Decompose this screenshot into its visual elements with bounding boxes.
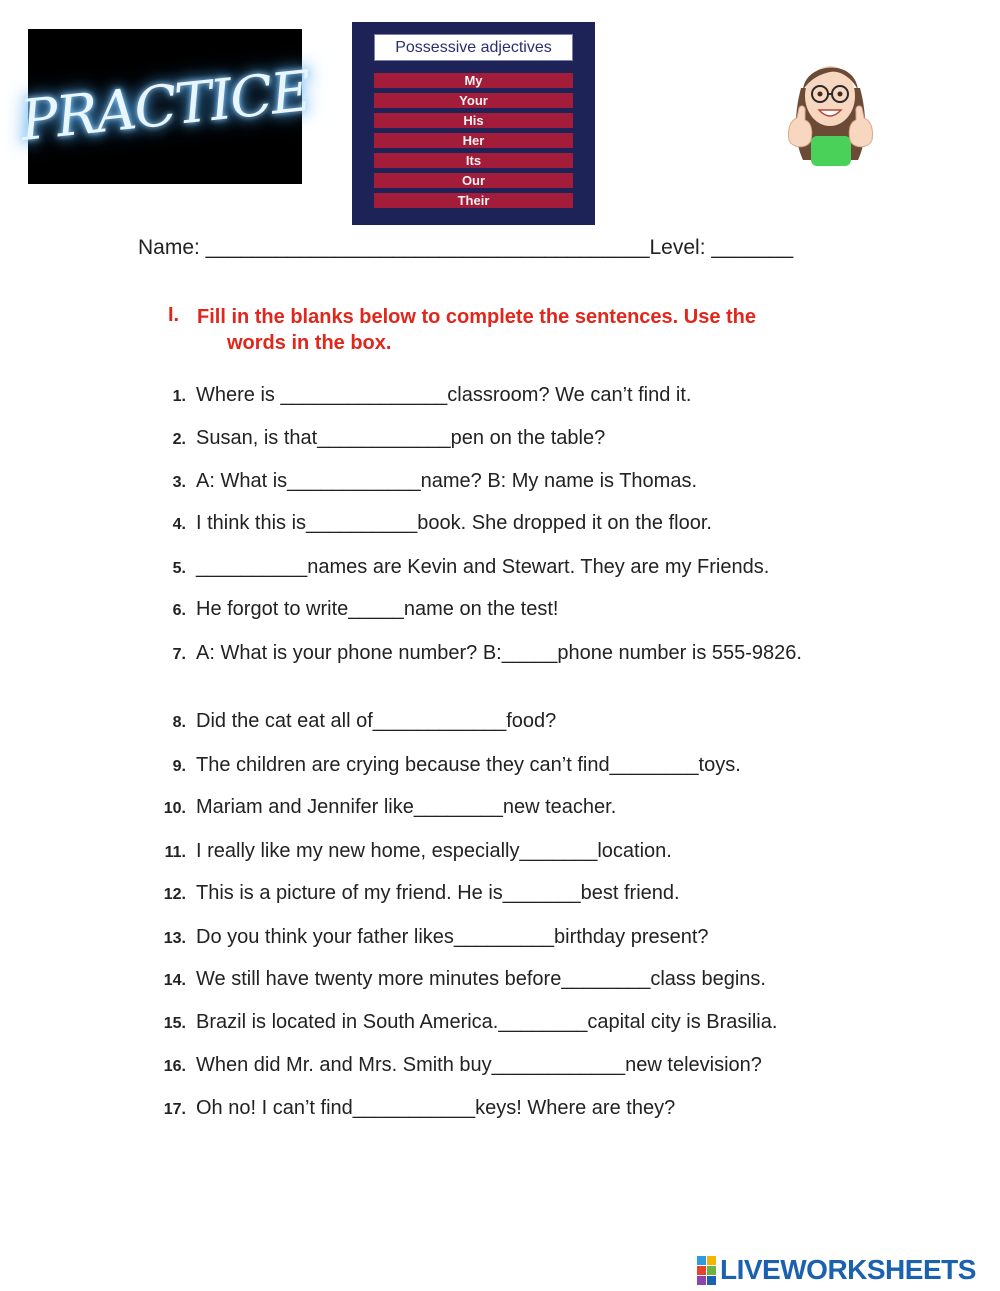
word-box-item: Their xyxy=(374,193,573,208)
question-number: 1. xyxy=(172,388,186,405)
instruction-line-1: Fill in the blanks below to complete the sentences. Use the xyxy=(197,306,757,328)
question-text: Susan, is that____________pen on the table? xyxy=(196,427,606,449)
brand-square xyxy=(697,1266,706,1275)
possessive-adjectives-box xyxy=(352,22,595,225)
word-box-item: Our xyxy=(374,173,573,188)
question-text: A: What is your phone number? B:_____phone number is 555-9826. xyxy=(196,642,802,664)
instruction-text xyxy=(197,304,857,356)
word-box-item: Your xyxy=(374,93,573,108)
teacher-thumbs-up-avatar-icon xyxy=(783,48,878,168)
word-box-item: My xyxy=(374,73,573,88)
question-number: 15. xyxy=(163,1015,186,1032)
question-text: I think this is__________book. She dropped it on the floor. xyxy=(196,512,712,534)
brand-square xyxy=(707,1266,716,1275)
name-level-line: Name: ______________________________________Level: _______ xyxy=(138,236,794,259)
question-text: Did the cat eat all of____________food? xyxy=(196,710,557,732)
practice-logo xyxy=(17,29,313,184)
word-box-item: Its xyxy=(374,153,573,168)
question-number: 7. xyxy=(172,646,186,663)
question-text: The children are crying because they can’t find________toys. xyxy=(196,754,741,776)
question-text: Where is _______________classroom? We can’t find it. xyxy=(196,384,692,406)
question-text: This is a picture of my friend. He is_______best friend. xyxy=(196,882,680,904)
instruction-line-2: words in the box. xyxy=(227,332,392,354)
question-text: Oh no! I can’t find___________keys! Where are they? xyxy=(196,1097,676,1119)
brand-square xyxy=(697,1276,706,1285)
word-box-item: Her xyxy=(374,133,573,148)
question-number: 16. xyxy=(163,1058,186,1075)
instruction-number: I. xyxy=(168,304,180,326)
question-number: 9. xyxy=(172,758,186,775)
question-text: I really like my new home, especially_______location. xyxy=(196,840,672,862)
brand-square xyxy=(707,1256,716,1265)
question-number: 11. xyxy=(164,844,186,861)
question-number: 10. xyxy=(163,800,186,817)
question-number: 6. xyxy=(172,602,186,619)
question-number: 13. xyxy=(163,930,186,947)
practice-logo-text: PRACTICE xyxy=(17,59,313,154)
brand-logo-icon xyxy=(697,1256,716,1285)
word-box-title: Possessive adjectives xyxy=(374,34,573,61)
question-text: Mariam and Jennifer like________new teacher. xyxy=(196,796,617,818)
question-number: 14. xyxy=(163,972,186,989)
question-text: When did Mr. and Mrs. Smith buy____________new television? xyxy=(196,1054,762,1076)
question-text: A: What is____________name? B: My name is Thomas. xyxy=(196,470,698,492)
brand-square xyxy=(707,1276,716,1285)
question-text: Brazil is located in South America.________capital city is Brasilia. xyxy=(196,1011,778,1033)
brand-text: LIVEWORKSHEETS xyxy=(720,1254,976,1285)
question-number: 2. xyxy=(172,431,186,448)
question-number: 8. xyxy=(172,714,186,731)
question-number: 5. xyxy=(172,560,186,577)
question-text: __________names are Kevin and Stewart. They are my Friends. xyxy=(196,556,770,578)
question-text: Do you think your father likes_________birthday present? xyxy=(196,926,709,948)
liveworksheets-brand xyxy=(697,1254,976,1286)
question-number: 12. xyxy=(163,886,186,903)
question-number: 4. xyxy=(172,516,186,533)
question-number: 17. xyxy=(163,1101,186,1118)
word-box-item: His xyxy=(374,113,573,128)
brand-square xyxy=(697,1256,706,1265)
question-text: We still have twenty more minutes before________class begins. xyxy=(196,968,766,990)
question-number: 3. xyxy=(172,474,186,491)
question-text: He forgot to write_____name on the test! xyxy=(196,598,559,620)
